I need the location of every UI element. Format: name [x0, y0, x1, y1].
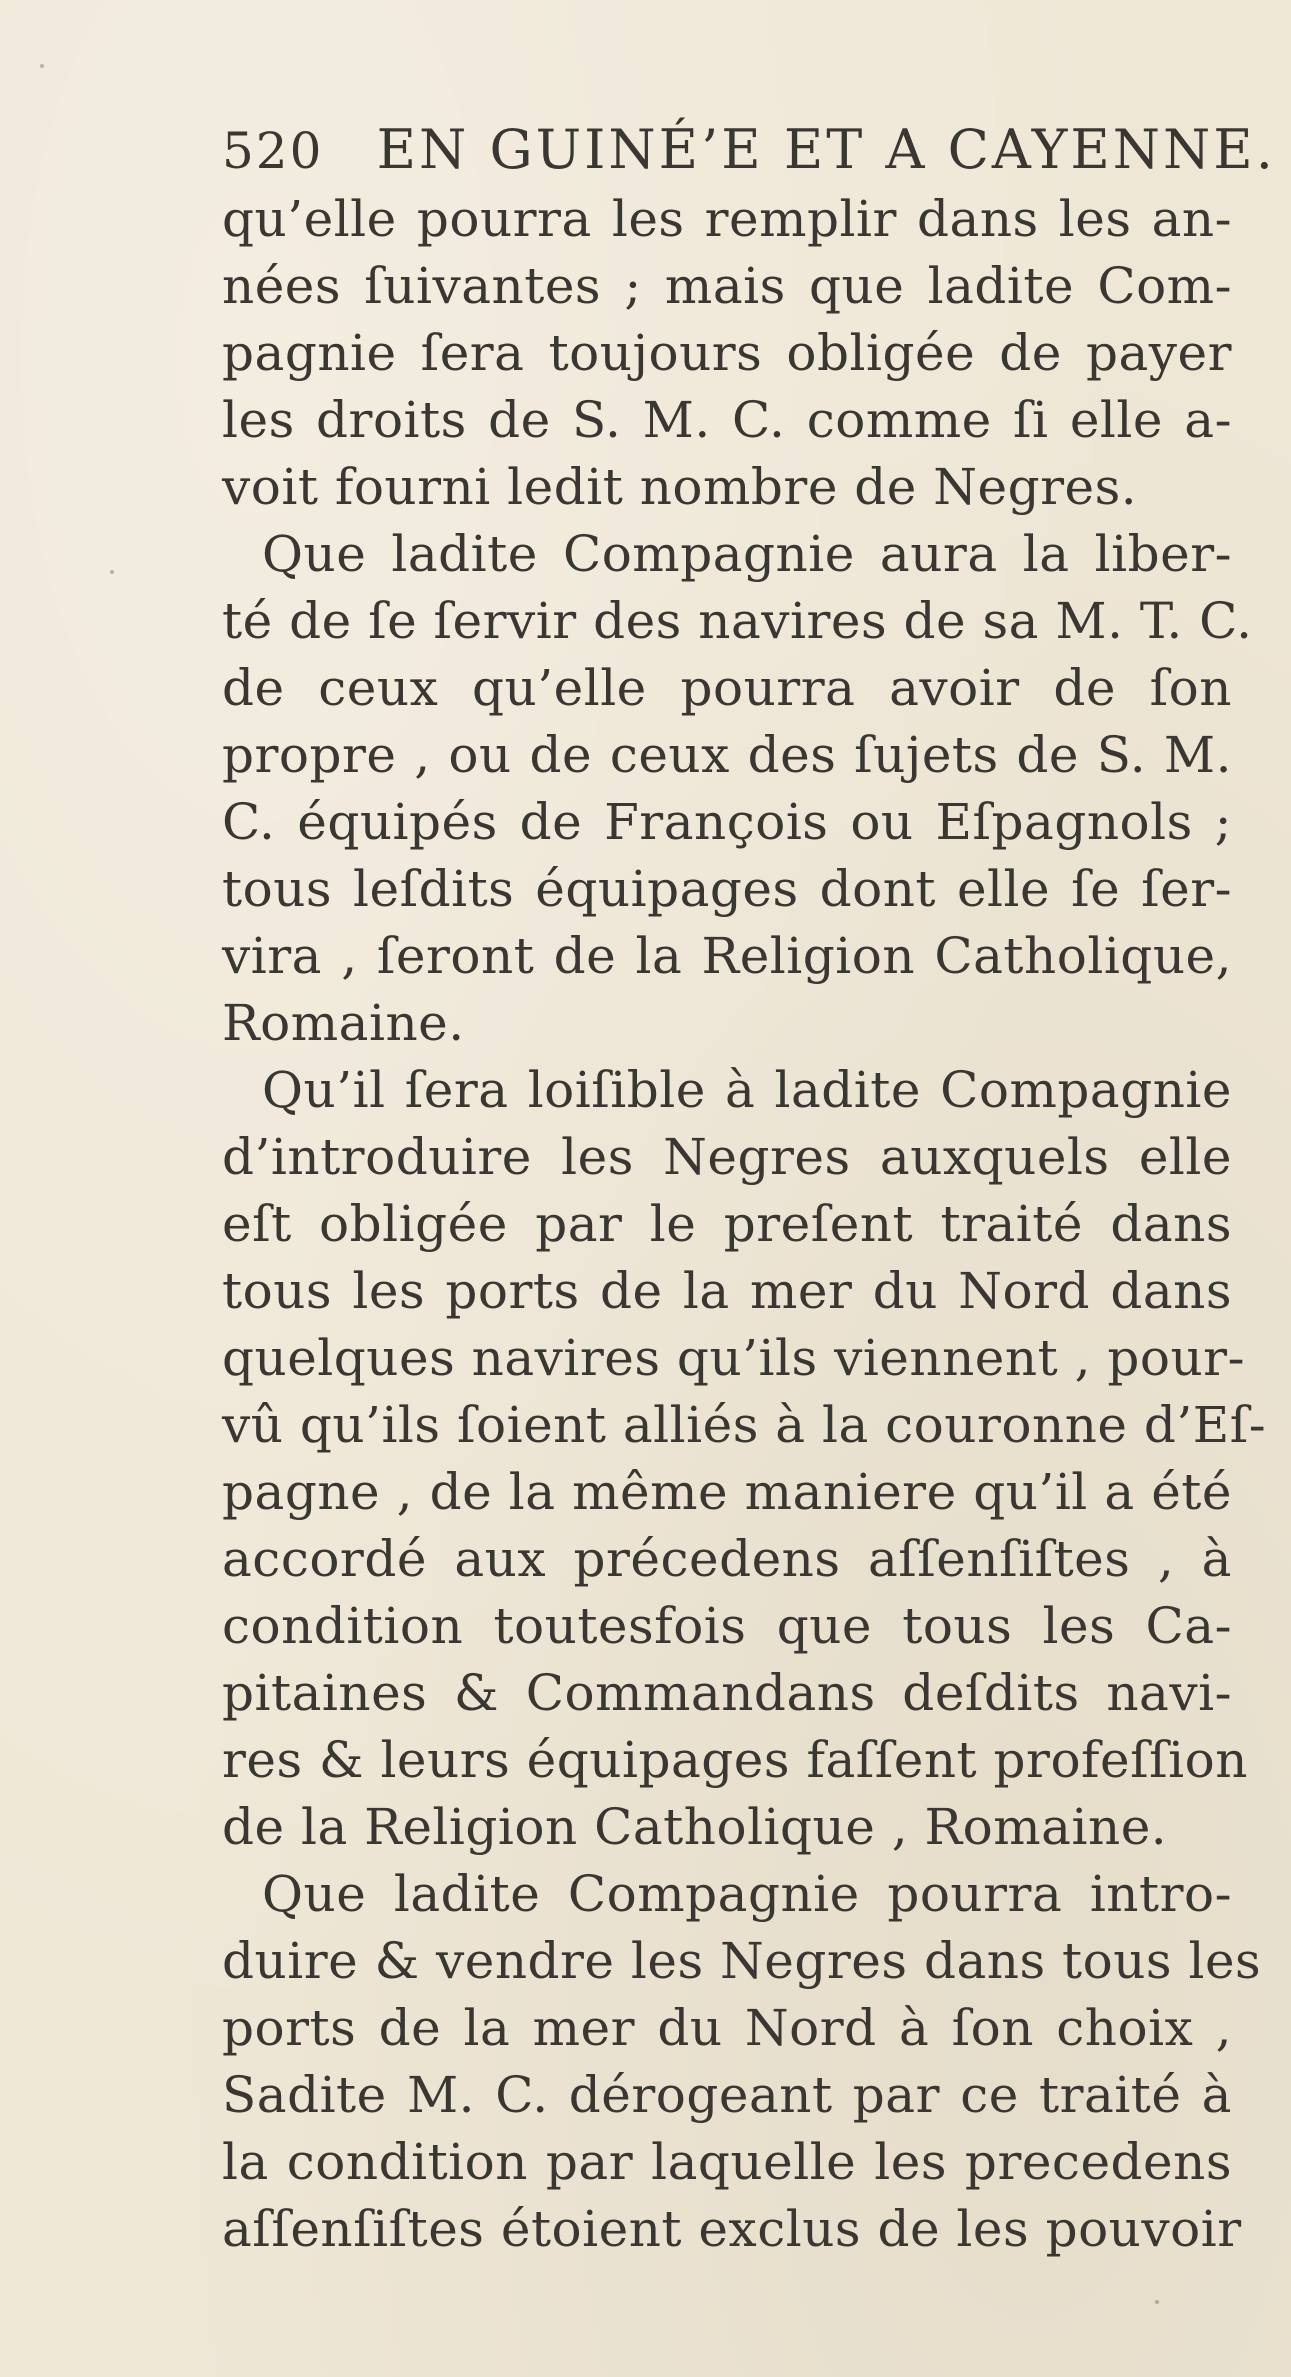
text-line: accordé aux précedens aſſenſiſtes , à	[222, 1530, 1232, 1588]
text-line: pagnie ſera toujours obligée de payer	[222, 324, 1232, 382]
text-line: C. équipés de François ou Eſpagnols ;	[222, 793, 1232, 851]
text-line: Romaine.	[222, 994, 465, 1052]
text-line: té de ſe ſervir des navires de sa M. T. C.	[222, 592, 1253, 650]
text-line: condition toutesfois que tous les Ca-	[222, 1597, 1232, 1655]
text-line: d’introduire les Negres auxquels elle	[222, 1128, 1232, 1186]
text-line: res & leurs équipages faſſent profeſſion	[222, 1731, 1248, 1789]
paper-speck	[40, 64, 44, 68]
paper-speck	[110, 570, 114, 574]
text-line: ports de la mer du Nord à ſon choix ,	[222, 1999, 1232, 2057]
text-line: de la Religion Catholique , Romaine.	[222, 1798, 1168, 1856]
text-line: la condition par laquelle les precedens	[222, 2133, 1232, 2191]
text-line: les droits de S. M. C. comme ſi elle a-	[222, 391, 1232, 449]
text-line: Sadite M. C. dérogeant par ce traité à	[222, 2066, 1232, 2124]
text-line: voit fourni ledit nombre de Negres.	[222, 458, 1138, 516]
text-line: pitaines & Commandans deſdits navi-	[222, 1664, 1232, 1722]
text-line: quelques navires qu’ils viennent , pour-	[222, 1329, 1245, 1387]
text-line: qu’elle pourra les remplir dans les an-	[222, 190, 1232, 248]
running-header	[222, 112, 1276, 188]
page-number: 520	[222, 122, 324, 180]
paragraph-start-line: Que ladite Compagnie aura la liber-	[262, 525, 1232, 583]
text-line: vira , ſeront de la Religion Catholique,	[222, 927, 1232, 985]
text-line: de ceux qu’elle pourra avoir de ſon	[222, 659, 1232, 717]
paragraph-start-line: Qu’il ſera loiſible à ladite Compagnie	[262, 1061, 1232, 1119]
paper-speck	[1155, 2300, 1159, 2304]
text-line: tous leſdits équipages dont elle ſe ſer-	[222, 860, 1232, 918]
running-title: EN GUINÉ’E ET A CAYENNE.	[376, 118, 1276, 181]
text-line: propre , ou de ceux des ſujets de S. M.	[222, 726, 1232, 784]
text-line: vû qu’ils ſoient alliés à la couronne d’Eſ-	[222, 1396, 1267, 1454]
text-line: pagne , de la même maniere qu’il a été	[222, 1463, 1232, 1521]
text-line: tous les ports de la mer du Nord dans	[222, 1262, 1232, 1320]
text-line: nées ſuivantes ; mais que ladite Com-	[222, 257, 1232, 315]
paragraph-start-line: Que ladite Compagnie pourra intro-	[262, 1865, 1232, 1923]
text-line: aſſenſiſtes étoient exclus de les pouvoir	[222, 2200, 1242, 2258]
text-line: duire & vendre les Negres dans tous les	[222, 1932, 1262, 1990]
text-line: eſt obligée par le preſent traité dans	[222, 1195, 1232, 1253]
